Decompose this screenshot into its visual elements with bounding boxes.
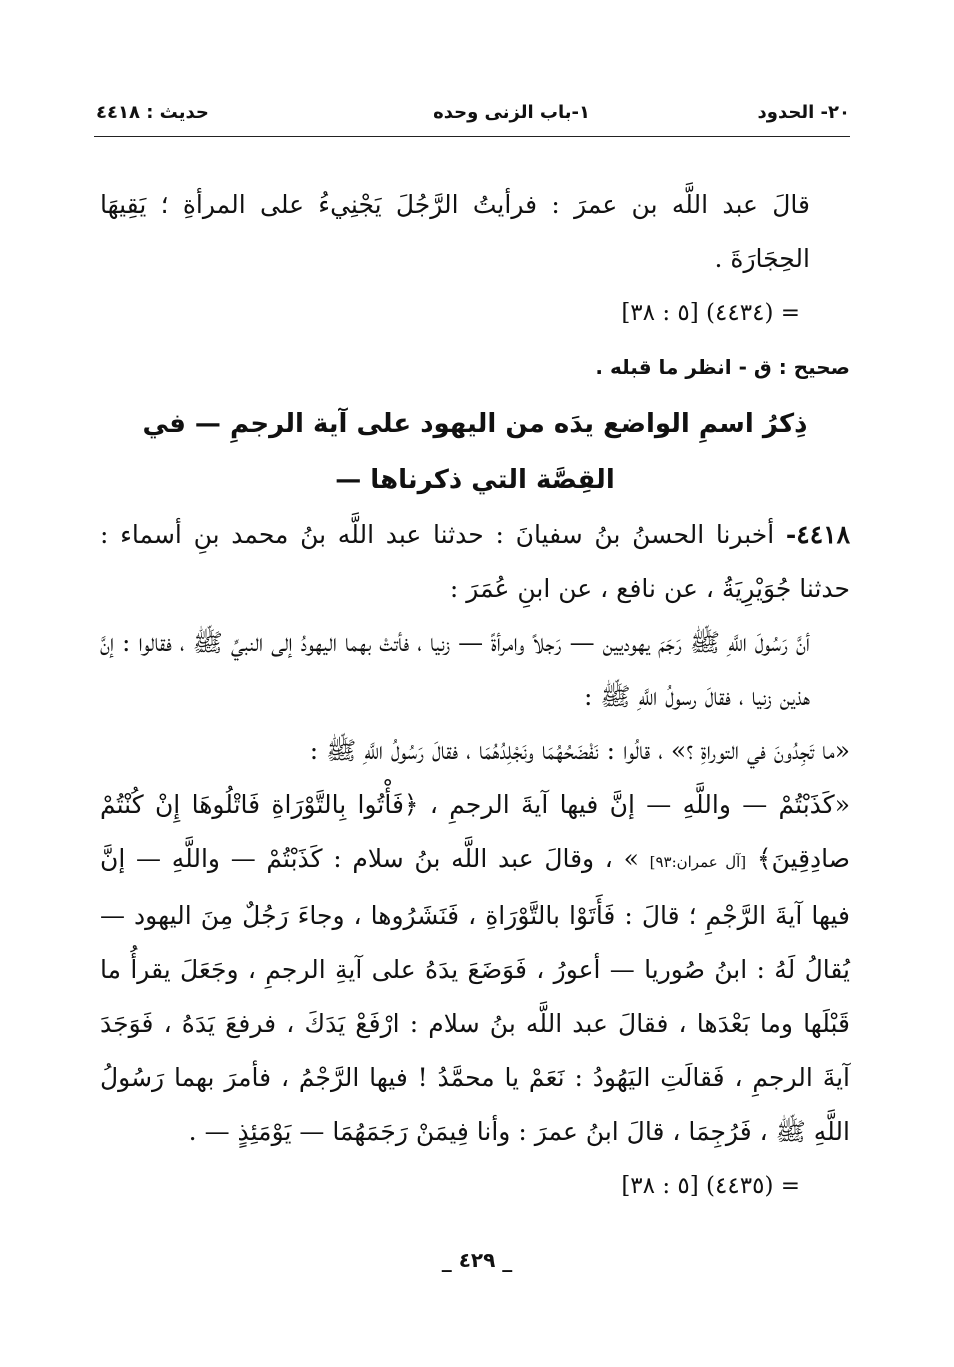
cross-reference-1: = (٤٤٣٤) [٥ : ٣٨] <box>621 300 800 326</box>
matn-paragraph-3 <box>100 778 850 1159</box>
cross-reference-2: = (٤٤٣٥) [٥ : ٣٨] <box>621 1173 800 1199</box>
page-body <box>100 178 850 1213</box>
matn-paragraph-1: أنَّ رَسُولَ اللَّهِ ﷺ رَجَمَ يهوديين — رَجلاً وامرأةً — زنيا ، فأتتْ بهما اليهودُ إلى النبيِّ ﷺ ، فقالوا : إنَّ هذين زنيا ، فقالَ رسولُ اللَّهِ ﷺ : <box>100 628 810 711</box>
chapter-heading <box>100 396 850 508</box>
continuation-line-1: قالَ عبد اللَّه بن عمرَ : فرأيتُ الرَّجُلَ يَجْنِيءُ على المرأةِ ؛ يَقِيهَا <box>100 190 810 219</box>
isnad-paragraph <box>100 508 850 616</box>
quran-reference: [آل عمران:٩٣] <box>649 853 747 871</box>
continuation-line-2: الحِجَارَةَ . <box>714 244 810 273</box>
chapter-title: ٢٠- الحدود <box>757 102 850 123</box>
hadith-number: ٤٤١٨- <box>785 520 850 549</box>
section-title: ١-باب الزنى وحده <box>433 102 590 123</box>
header-divider <box>94 136 850 137</box>
running-header <box>96 96 850 130</box>
heading-line-2: القِصَّة التي ذكرناها — <box>335 465 615 495</box>
matn-3-part-1: «كَذَبْتُمْ — واللَّهِ — إنَّ فيها آيةَ الرجمِ ، ﴿فَأْتُوا بِالتَّوْرَاةِ فَاتْلُوهَا إِنْ كُنْتُمْ صادِقِينَ﴾ <box>100 790 850 873</box>
hadith-reference: حديث : ٤٤١٨ <box>96 102 209 123</box>
matn-3-part-2: » ، وقالَ عبد اللَّه بنُ سلام : كَذَبْتُمْ — واللَّهِ — إنَّ فيها آيةَ الرَّجْمِ ؛ قالَ : فَأَتَوْا بالتَّوْرَاةِ ، فَنَشَرُوها ، وجاءَ رَجُلٌ مِنَ اليهود — يُقالُ لَهُ : ابنُ صُوريا — أعورُ ، فَوَضَعَ يدَهُ على آيةِ الرجمِ ، وجَعَلَ يقرأُ ما قَبْلَها وما بَعْدَها ، فقالَ عبد اللَّه بنُ سلام : ارْفَعْ يَدَكَ ، فرفعَ يَدَهُ ، فَوَجَدَ آيةَ الرجمِ ، فَقالَتِ اليَهُودُ : نَعَمْ يا محمَّدُ ! فيها الرَّجْمُ ، فأمرَ بهما رَسُولُ اللَّهِ ﷺ ، فَرُجِمَا ، قالَ ابنُ عمرَ : وأنا فِيمَنْ رَجَمَهُمَا — يَوْمَئِذٍ — . <box>100 844 850 1146</box>
isnad-text: أخبرنا الحسنُ بنُ سفيانَ : حدثنا عبد اللَّه بنُ محمد بنِ أسماء : حدثنا جُوَيْرِيَةُ ، عن نافع ، عن ابنِ عُمَرَ : <box>100 520 850 603</box>
heading-line-1: ذِكرُ اسمِ الواضع يدَه من اليهود على آية الرجمِ — في <box>142 409 808 439</box>
page-number: _ ٤٢٩ _ <box>441 1248 513 1272</box>
matn-paragraph-2: «ما تَجِدُونَ في التوراةِ ؟» ، قالُوا : نَفْضَحُهُمَا ونَجْلِدُهُمَا ، فقالَ رَسُولُ اللَّهِ ﷺ : <box>309 736 850 765</box>
continuation-paragraph <box>100 178 850 286</box>
grading-note: صحيح : ق - انظر ما قبله . <box>595 355 850 379</box>
